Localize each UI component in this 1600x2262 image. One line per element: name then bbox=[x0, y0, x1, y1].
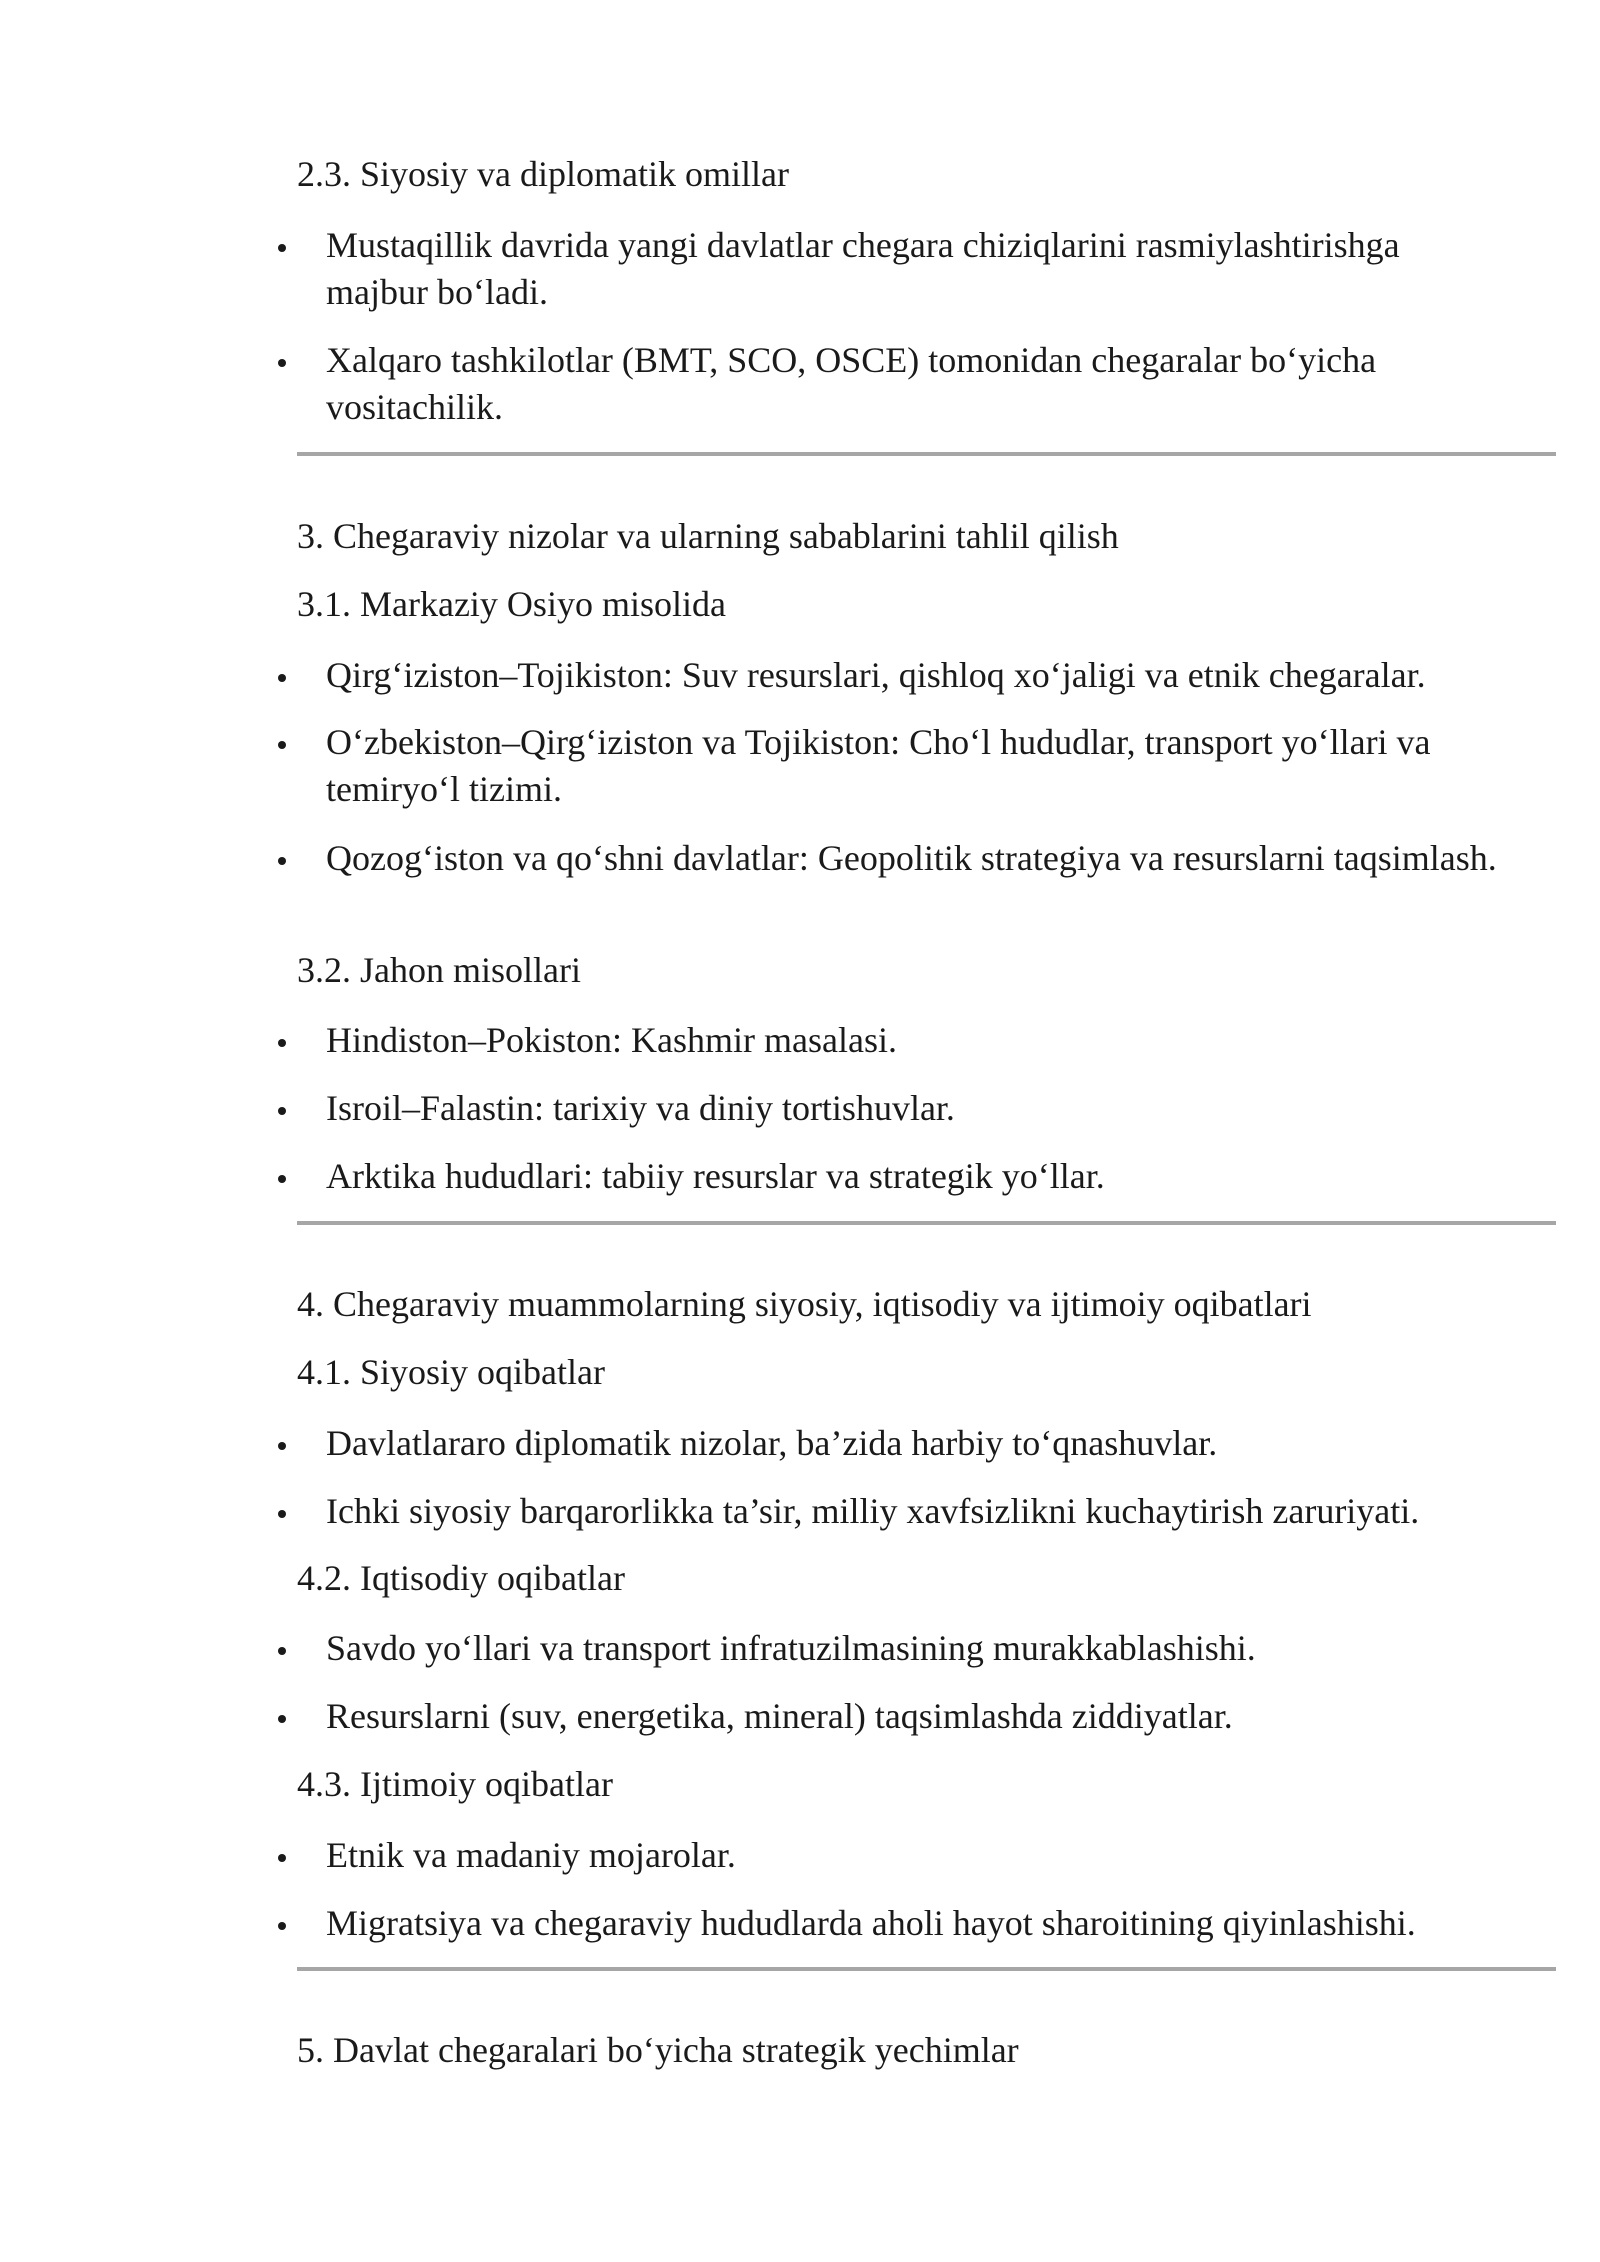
list-item-text: Hindiston–Pokiston: Kashmir masalasi. bbox=[326, 1020, 897, 1060]
bullet-icon bbox=[278, 1442, 286, 1450]
subsection-heading-4-3: 4.3. Ijtimoiy oqibatlar bbox=[297, 1764, 613, 1804]
list-item-text: Etnik va madaniy mojarolar. bbox=[326, 1835, 736, 1875]
list-item-text: Savdo yo‘llari va transport infratuzilmasining murakkablashishi. bbox=[326, 1628, 1256, 1668]
bullet-icon bbox=[278, 1647, 286, 1655]
list-item-text: Resurslarni (suv, energetika, mineral) taqsimlashda ziddiyatlar. bbox=[326, 1696, 1233, 1736]
list-item-text: Ichki siyosiy barqarorlikka ta’sir, milliy xavfsizlikni kuchaytirish zaruriyati. bbox=[326, 1491, 1420, 1531]
list-item-text: Isroil–Falastin: tarixiy va diniy tortishuvlar. bbox=[326, 1088, 955, 1128]
bullet-icon bbox=[278, 244, 286, 252]
section-heading-4: 4. Chegaraviy muammolarning siyosiy, iqtisodiy va ijtimoiy oqibatlari bbox=[297, 1284, 1312, 1324]
list-item-text: Xalqaro tashkilotlar (BMT, SCO, OSCE) tomonidan chegaralar bo‘yicha vositachilik. bbox=[326, 340, 1377, 427]
bullet-icon bbox=[278, 1922, 286, 1930]
section-divider bbox=[297, 452, 1556, 456]
section-divider bbox=[297, 1221, 1556, 1225]
bullet-icon bbox=[278, 674, 286, 682]
subsection-heading-2-3: 2.3. Siyosiy va diplomatik omillar bbox=[297, 154, 789, 194]
section-heading-5: 5. Davlat chegaralari bo‘yicha strategik yechimlar bbox=[297, 2030, 1019, 2070]
section-divider bbox=[297, 1967, 1556, 1971]
list-item-text: O‘zbekiston–Qirg‘iziston va Tojikiston: Cho‘l hududlar, transport yo‘llari va temiryo‘l tizimi. bbox=[326, 722, 1431, 809]
subsection-heading-3-1: 3.1. Markaziy Osiyo misolida bbox=[297, 584, 726, 624]
list-item-text: Qirg‘iziston–Tojikiston: Suv resurslari, qishloq xo‘jaligi va etnik chegaralar. bbox=[326, 655, 1426, 695]
bullet-icon bbox=[278, 1854, 286, 1862]
list-item-text: Qozog‘iston va qo‘shni davlatlar: Geopolitik strategiya va resurslarni taqsimlash. bbox=[326, 838, 1497, 878]
subsection-heading-4-2: 4.2. Iqtisodiy oqibatlar bbox=[297, 1558, 625, 1598]
list-item-text: Migratsiya va chegaraviy hududlarda aholi hayot sharoitining qiyinlashishi. bbox=[326, 1903, 1416, 1943]
section-heading-3: 3. Chegaraviy nizolar va ularning sabablarini tahlil qilish bbox=[297, 516, 1119, 556]
list-item-text: Arktika hududlari: tabiiy resurslar va strategik yo‘llar. bbox=[326, 1156, 1105, 1196]
list-item-text: Davlatlararo diplomatik nizolar, ba’zida harbiy to‘qnashuvlar. bbox=[326, 1423, 1218, 1463]
bullet-icon bbox=[278, 1039, 286, 1047]
bullet-icon bbox=[278, 1510, 286, 1518]
bullet-icon bbox=[278, 1715, 286, 1723]
bullet-icon bbox=[278, 741, 286, 749]
bullet-icon bbox=[278, 1107, 286, 1115]
list-item-text: Mustaqillik davrida yangi davlatlar chegara chiziqlarini rasmiylashtirishga majbur bo‘ladi. bbox=[326, 225, 1400, 312]
bullet-icon bbox=[278, 1175, 286, 1183]
subsection-heading-3-2: 3.2. Jahon misollari bbox=[297, 950, 581, 990]
bullet-icon bbox=[278, 857, 286, 865]
bullet-icon bbox=[278, 359, 286, 367]
subsection-heading-4-1: 4.1. Siyosiy oqibatlar bbox=[297, 1352, 605, 1392]
